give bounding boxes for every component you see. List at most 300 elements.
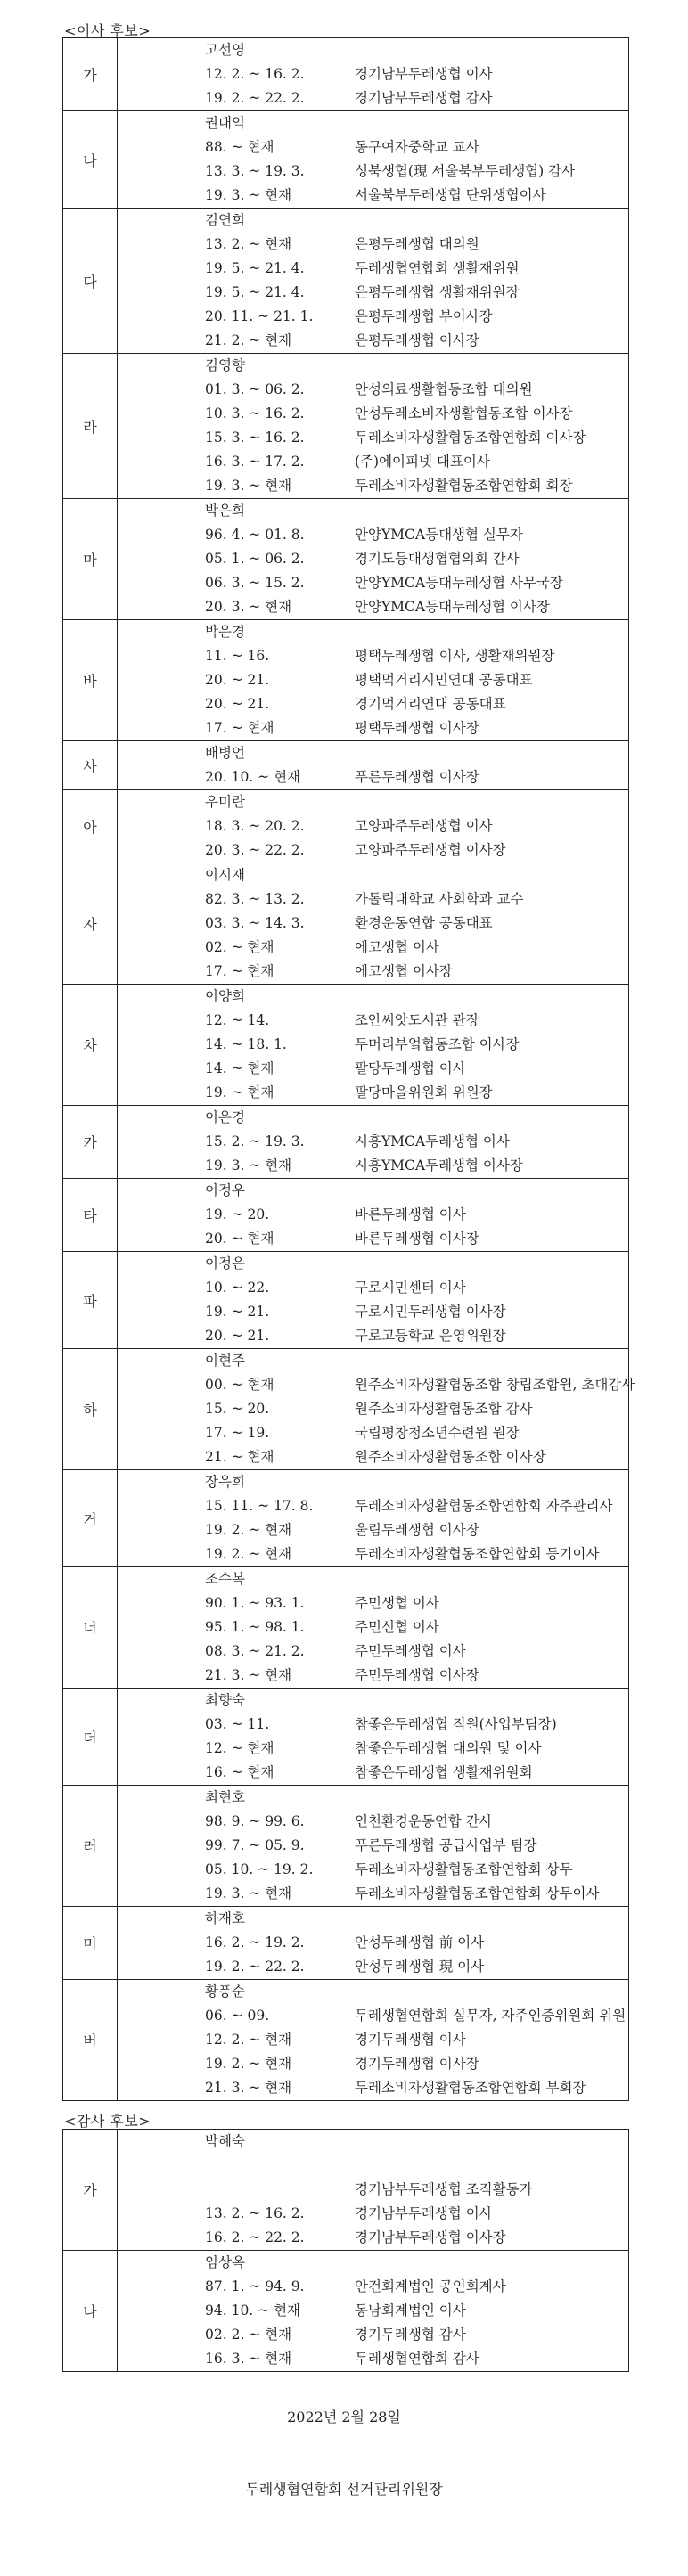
career-item: [118, 1057, 628, 1081]
career-period: 19. 3. ~ 현재: [205, 1885, 292, 1901]
career-item: [118, 474, 628, 498]
career-period: 19. ~ 현재: [205, 1084, 274, 1100]
career-item: [118, 668, 628, 692]
career-item: [118, 1518, 628, 1542]
candidate-career: [118, 1980, 629, 2101]
candidate-label: 파: [63, 1252, 118, 1349]
auditor-candidates-table: [62, 2129, 629, 2372]
career-role: 경기남부두레생협 감사: [355, 90, 493, 106]
career-role: 팔당마을위원회 위원장: [355, 1084, 493, 1100]
candidate-name: 우미란: [205, 794, 245, 810]
candidate-career: [118, 2130, 629, 2251]
candidate-career: [118, 985, 629, 1106]
career-period: 16. ~ 현재: [205, 1764, 274, 1780]
career-item: [118, 1834, 628, 1858]
career-period: 16. 3. ~ 현재: [205, 2351, 292, 2367]
candidate-label: 거: [63, 1470, 118, 1567]
career-item: [118, 644, 628, 668]
career-period: 19. 5. ~ 21. 4.: [205, 284, 305, 300]
candidate-name: 이정우: [205, 1182, 245, 1198]
career-item: [118, 2076, 628, 2100]
career-item: [118, 184, 628, 208]
career-item: [118, 1276, 628, 1300]
candidate-name: 고선영: [205, 42, 245, 58]
career-role: 원주소비자생활협동조합 감사: [355, 1401, 533, 1417]
candidate-name: 박혜숙: [205, 2133, 245, 2149]
candidate-name: 권대익: [205, 115, 245, 131]
career-role: 동남회계법인 이사: [355, 2302, 466, 2318]
career-period: 20. 3. ~ 현재: [205, 599, 292, 615]
career-item: [118, 1154, 628, 1178]
candidate-career: [118, 209, 629, 354]
candidate-career: [118, 1106, 629, 1179]
career-item: [118, 1130, 628, 1154]
career-role: 두머리부엌협동조합 이사장: [355, 1036, 520, 1052]
career-period: 14. ~ 18. 1.: [205, 1036, 287, 1052]
candidate-label: 마: [63, 499, 118, 620]
candidate-label: 러: [63, 1786, 118, 1907]
career-item: [118, 1761, 628, 1785]
candidate-name: 이정은: [205, 1255, 245, 1272]
candidate-career: [118, 741, 629, 790]
career-item: [118, 257, 628, 281]
director-section-title: <이사 후보>: [64, 22, 152, 39]
career-item: [118, 1227, 628, 1251]
candidate-label: 다: [63, 209, 118, 354]
candidate-label: 나: [63, 2251, 118, 2372]
career-period: 02. ~ 현재: [205, 939, 274, 955]
career-period: 19. 3. ~ 현재: [205, 478, 292, 494]
career-item: [118, 2202, 628, 2226]
candidate-row: [63, 1907, 629, 1980]
candidate-row: [63, 790, 629, 863]
career-role: 경기남부두레생협 조직활동가: [355, 2181, 533, 2197]
career-period: 10. ~ 22.: [205, 1280, 270, 1296]
career-period: [118, 2178, 355, 2202]
candidate-row: [63, 1980, 629, 2101]
career-item: [118, 281, 628, 305]
career-item: [118, 1421, 628, 1445]
career-item: [118, 814, 628, 838]
career-role: 주민생협 이사: [355, 1595, 439, 1611]
career-item: [118, 2226, 628, 2250]
career-role: 경기남부두레생협 이사: [355, 66, 493, 82]
career-role: 안성두레생협 現 이사: [355, 1959, 485, 1975]
career-item: [118, 1615, 628, 1640]
career-item: [118, 1033, 628, 1057]
career-role: 국립평창청소년수련원 원장: [355, 1425, 520, 1441]
career-role: 고양파주두레생협 이사장: [355, 842, 506, 858]
career-item: [118, 571, 628, 595]
career-period: 87. 1. ~ 94. 9.: [205, 2278, 305, 2294]
candidate-label: 차: [63, 985, 118, 1106]
career-role: 바른두레생협 이사: [355, 1206, 466, 1223]
career-period: 14. ~ 현재: [205, 1060, 274, 1076]
career-period: 21. 3. ~ 현재: [205, 1667, 292, 1683]
career-role: 푸른두레생협 공급사업부 팀장: [355, 1837, 537, 1853]
career-role: 가톨릭대학교 사회학과 교수: [355, 891, 524, 907]
career-period: 12. ~ 현재: [205, 1740, 274, 1756]
career-role: 두레소비자생활협동조합연합회 상무이사: [355, 1885, 600, 1901]
career-period: 96. 4. ~ 01. 8.: [205, 527, 305, 543]
career-role: 두레소비자생활협동조합연합회 등기이사: [355, 1546, 600, 1562]
career-item: [118, 595, 628, 619]
candidate-row: [63, 1567, 629, 1689]
career-period: 20. ~ 21.: [205, 1328, 270, 1344]
candidate-career: [118, 1786, 629, 1907]
career-period: 15. 3. ~ 16. 2.: [205, 429, 305, 446]
career-item: [118, 305, 628, 329]
career-role: 평택두레생협 이사, 생활재위원장: [355, 648, 555, 664]
candidate-row: [63, 1179, 629, 1252]
career-period: 95. 1. ~ 98. 1.: [205, 1619, 305, 1635]
career-item: [118, 1858, 628, 1882]
career-role: 원주소비자생활협동조합 창립조합원, 초대감사: [355, 1377, 635, 1393]
candidate-name: 최향숙: [205, 1692, 245, 1708]
candidate-name: 이현주: [205, 1353, 245, 1369]
candidate-row: [63, 1106, 629, 1179]
career-item: [118, 86, 628, 110]
career-item: [118, 2028, 628, 2052]
career-role: 울림두레생협 이사장: [355, 1522, 479, 1538]
candidate-name: 임상옥: [205, 2254, 245, 2270]
footer-date: 2022년 2월 28일: [287, 2408, 401, 2425]
candidate-row: [63, 1349, 629, 1470]
candidate-row: [63, 1689, 629, 1786]
candidate-label: 나: [63, 111, 118, 209]
career-period: 06. 3. ~ 15. 2.: [205, 575, 305, 591]
career-role: 경기남부두레생협 이사: [355, 2205, 493, 2221]
career-role: 시흥YMCA두레생협 이사장: [355, 1157, 523, 1174]
candidate-label: 머: [63, 1907, 118, 1980]
career-item: [118, 912, 628, 936]
career-role: 안건회계법인 공인회계사: [355, 2278, 506, 2294]
career-role: 팔당두레생협 이사: [355, 1060, 466, 1076]
career-period: 21. 2. ~ 현재: [205, 332, 292, 348]
career-role: 참좋은두레생협 직원(사업부팀장): [355, 1716, 557, 1732]
career-role: 주민두레생협 이사장: [355, 1667, 479, 1683]
candidate-career: [118, 111, 629, 209]
career-role: 바른두레생협 이사장: [355, 1231, 479, 1247]
career-item: [118, 1591, 628, 1615]
candidate-label: 너: [63, 1567, 118, 1689]
career-period: 15. ~ 20.: [205, 1401, 270, 1417]
career-item: [118, 426, 628, 450]
career-item: [118, 378, 628, 402]
career-period: 19. 3. ~ 현재: [205, 1157, 292, 1174]
career-item: [118, 2275, 628, 2299]
career-role: 경기남부두레생협 이사장: [355, 2229, 506, 2245]
career-period: 12. 2. ~ 현재: [205, 2032, 292, 2048]
candidate-row: [63, 38, 629, 111]
candidate-label: 더: [63, 1689, 118, 1786]
career-period: 98. 9. ~ 99. 6.: [205, 1813, 305, 1829]
career-role: 은평두레생협 생활재위원장: [355, 284, 520, 300]
career-period: 20. ~ 21.: [205, 696, 270, 712]
career-period: 19. 2. ~ 현재: [205, 1522, 292, 1538]
career-period: 20. 11. ~ 21. 1.: [205, 308, 314, 324]
career-period: 19. 2. ~ 현재: [205, 2056, 292, 2072]
career-period: 06. ~ 09.: [205, 2008, 270, 2024]
career-role: 인천환경운동연합 간사: [355, 1813, 493, 1829]
career-role: 고양파주두레생협 이사: [355, 818, 493, 834]
candidate-row: [63, 985, 629, 1106]
candidate-career: [118, 1252, 629, 1349]
career-role: 두레소비자생활협동조합연합회 부회장: [355, 2080, 586, 2096]
career-role: 경기두레생협 이사: [355, 2032, 466, 2048]
career-item: [118, 1931, 628, 1955]
candidate-name: 김연희: [205, 212, 245, 228]
career-role: 시흥YMCA두레생협 이사: [355, 1133, 510, 1149]
candidate-label: 자: [63, 863, 118, 985]
career-period: 02. 2. ~ 현재: [205, 2327, 292, 2343]
career-item: [118, 838, 628, 863]
career-item: [118, 547, 628, 571]
candidate-name: 김영향: [205, 357, 245, 373]
candidate-row: [63, 863, 629, 985]
career-item: [118, 887, 628, 912]
candidate-label: 가: [63, 38, 118, 111]
career-item: [118, 1373, 635, 1397]
career-role: 두레소비자생활협동조합연합회 자주관리사: [355, 1498, 613, 1514]
career-role: 에코생협 이사: [355, 939, 439, 955]
career-period: 00. ~ 현재: [205, 1377, 274, 1393]
candidate-row: [63, 741, 629, 790]
candidate-row: [63, 2130, 629, 2251]
career-role: 경기도등대생협협의회 간사: [355, 551, 520, 567]
career-period: 13. 2. ~ 16. 2.: [205, 2205, 305, 2221]
career-role: 경기먹거리연대 공동대표: [355, 696, 506, 712]
career-period: 19. ~ 21.: [205, 1304, 270, 1320]
candidate-name: 장옥희: [205, 1474, 245, 1490]
career-role: 구로시민센터 이사: [355, 1280, 466, 1296]
career-item: [118, 1882, 628, 1906]
career-role: 두레소비자생활협동조합연합회 이사장: [355, 429, 586, 446]
career-item: [118, 1810, 628, 1834]
career-period: 19. 3. ~ 현재: [205, 187, 292, 203]
career-item: [118, 62, 628, 86]
candidate-career: [118, 1907, 629, 1980]
career-period: 11. ~ 16.: [205, 648, 270, 664]
career-role: 은평두레생협 대의원: [355, 236, 479, 252]
career-item: [118, 716, 628, 740]
career-item: [118, 1640, 628, 1664]
candidate-name: 박은경: [205, 624, 245, 640]
career-role: 안성두레생협 前 이사: [355, 1934, 485, 1950]
career-role: 안양YMCA등대두레생협 사무국장: [355, 575, 563, 591]
career-role: 구로고등학교 운영위원장: [355, 1328, 506, 1344]
career-item: [118, 1009, 628, 1033]
career-period: 94. 10. ~ 현재: [205, 2302, 301, 2318]
candidate-name: 이은경: [205, 1109, 245, 1125]
candidate-career: [118, 2251, 629, 2372]
career-item: [118, 765, 628, 789]
career-period: 88. ~ 현재: [205, 139, 274, 155]
career-item: [118, 233, 628, 257]
career-item: [118, 2299, 628, 2323]
career-item: [118, 1445, 628, 1469]
career-period: 03. ~ 11.: [205, 1716, 270, 1732]
career-item: [118, 1542, 628, 1566]
career-role: 안성의료생활협동조합 대의원: [355, 381, 533, 397]
career-item: [118, 1203, 628, 1227]
candidate-row: [63, 1470, 629, 1567]
career-role: 주민두레생협 이사: [355, 1643, 466, 1659]
candidate-row: [63, 1786, 629, 1907]
career-item: [118, 159, 628, 184]
career-period: 05. 10. ~ 19. 2.: [205, 1861, 314, 1877]
candidate-name: 최현호: [205, 1789, 245, 1805]
candidate-label: 타: [63, 1179, 118, 1252]
career-period: 03. 3. ~ 14. 3.: [205, 915, 305, 931]
career-period: 99. 7. ~ 05. 9.: [205, 1837, 305, 1853]
career-period: 20. 3. ~ 22. 2.: [205, 842, 305, 858]
career-item: [118, 135, 628, 159]
career-period: 10. 3. ~ 16. 2.: [205, 405, 305, 421]
career-role: 은평두레생협 이사장: [355, 332, 479, 348]
career-period: 17. ~ 현재: [205, 720, 274, 736]
career-period: 19. 2. ~ 22. 2.: [205, 90, 305, 106]
career-period: 01. 3. ~ 06. 2.: [205, 381, 305, 397]
candidate-career: [118, 38, 629, 111]
career-item: [118, 936, 628, 960]
career-item: [118, 1955, 628, 1979]
career-period: 16. 2. ~ 22. 2.: [205, 2229, 305, 2245]
auditor-section-title: <감사 후보>: [64, 2113, 152, 2130]
candidate-name: 황풍순: [205, 1983, 245, 1999]
career-item: [118, 402, 628, 426]
candidate-row: [63, 620, 629, 741]
career-period: 20. 10. ~ 현재: [205, 769, 301, 785]
candidate-name: 이양희: [205, 988, 245, 1004]
career-item: [118, 523, 628, 547]
career-period: 13. 3. ~ 19. 3.: [205, 163, 305, 179]
candidate-name: 조수복: [205, 1571, 245, 1587]
career-period: 90. 1. ~ 93. 1.: [205, 1595, 305, 1611]
candidate-name: 하재호: [205, 1910, 245, 1926]
career-item: [118, 2178, 628, 2202]
career-role: 두레소비자생활협동조합연합회 회장: [355, 478, 573, 494]
career-role: 서울북부두레생협 단위생협이사: [355, 187, 546, 203]
candidate-row: [63, 111, 629, 209]
career-item: [118, 1737, 628, 1761]
career-period: 05. 1. ~ 06. 2.: [205, 551, 305, 567]
career-period: 16. 3. ~ 17. 2.: [205, 454, 305, 470]
career-role: 평택두레생협 이사장: [355, 720, 479, 736]
candidate-label: 아: [63, 790, 118, 863]
candidate-row: [63, 2251, 629, 2372]
career-role: 두레생협연합회 생활재위원: [355, 260, 520, 276]
candidate-career: [118, 1470, 629, 1567]
candidate-career: [118, 354, 629, 499]
career-role: 평택먹거리시민연대 공동대표: [355, 672, 533, 688]
career-item: [118, 1324, 628, 1348]
candidate-career: [118, 1689, 629, 1786]
career-role: 안양YMCA등대두레생협 이사장: [355, 599, 550, 615]
career-item: [118, 1081, 628, 1105]
candidate-row: [63, 1252, 629, 1349]
career-period: 19. 2. ~ 22. 2.: [205, 1959, 305, 1975]
career-role: 원주소비자생활협동조합 이사장: [355, 1449, 546, 1465]
candidate-label: 가: [63, 2130, 118, 2251]
career-item: [118, 692, 628, 716]
career-period: 08. 3. ~ 21. 2.: [205, 1643, 305, 1659]
career-item: [118, 2004, 628, 2028]
candidate-label: 하: [63, 1349, 118, 1470]
candidate-career: [118, 1349, 635, 1470]
career-period: 15. 11. ~ 17. 8.: [205, 1498, 314, 1514]
candidate-career: [118, 499, 629, 620]
career-period: 16. 2. ~ 19. 2.: [205, 1934, 305, 1950]
career-role: 환경운동연합 공동대표: [355, 915, 493, 931]
candidate-career: [118, 1179, 629, 1252]
career-period: 19. ~ 20.: [205, 1206, 270, 1223]
career-item: [118, 960, 628, 984]
career-role: 성북생협(現 서울북부두레생협) 감사: [355, 163, 576, 179]
career-period: 20. ~ 현재: [205, 1231, 274, 1247]
candidate-name: 이시재: [205, 867, 245, 883]
candidate-career: [118, 1567, 629, 1689]
career-item: [118, 1494, 628, 1518]
candidate-career: [118, 790, 629, 863]
career-role: 참좋은두레생협 생활재위원회: [355, 1764, 533, 1780]
blank-line: [118, 2154, 628, 2178]
career-period: 18. 3. ~ 20. 2.: [205, 818, 305, 834]
career-role: 조안씨앗도서관 관장: [355, 1012, 479, 1028]
career-role: (주)에이피넷 대표이사: [355, 454, 490, 470]
candidate-name: 배병언: [205, 745, 245, 761]
career-role: 푸른두레생협 이사장: [355, 769, 479, 785]
candidate-label: 버: [63, 1980, 118, 2101]
career-item: [118, 2347, 628, 2371]
candidate-label: 사: [63, 741, 118, 790]
candidate-row: [63, 354, 629, 499]
candidate-career: [118, 620, 629, 741]
director-candidates-table: [62, 37, 635, 2101]
career-period: 17. ~ 19.: [205, 1425, 270, 1441]
career-item: [118, 2052, 628, 2076]
career-role: 주민신협 이사: [355, 1619, 439, 1635]
career-role: 참좋은두레생협 대의원 및 이사: [355, 1740, 542, 1756]
career-period: 19. 5. ~ 21. 4.: [205, 260, 305, 276]
candidate-label: 라: [63, 354, 118, 499]
candidate-name: 박은희: [205, 503, 245, 519]
candidate-row: [63, 209, 629, 354]
career-period: 12. ~ 14.: [205, 1012, 270, 1028]
career-period: 17. ~ 현재: [205, 963, 274, 979]
career-item: [118, 2323, 628, 2347]
career-role: 두레생협연합회 실무자, 자주인증위원회 위원: [355, 2008, 627, 2024]
career-role: 경기두레생협 감사: [355, 2327, 466, 2343]
career-item: [118, 1397, 628, 1421]
career-item: [118, 1664, 628, 1688]
career-period: 21. 3. ~ 현재: [205, 2080, 292, 2096]
career-role: 안양YMCA등대생협 실무자: [355, 527, 523, 543]
candidate-label: 바: [63, 620, 118, 741]
career-period: 21. ~ 현재: [205, 1449, 274, 1465]
career-period: 19. 2. ~ 현재: [205, 1546, 292, 1562]
career-item: [118, 329, 628, 353]
career-period: 20. ~ 21.: [205, 672, 270, 688]
career-role: 동구여자중학교 교사: [355, 139, 479, 155]
career-period: 82. 3. ~ 13. 2.: [205, 891, 305, 907]
career-item: [118, 1300, 628, 1324]
career-item: [118, 1713, 628, 1737]
candidate-row: [63, 499, 629, 620]
career-period: 15. 2. ~ 19. 3.: [205, 1133, 305, 1149]
career-period: 12. 2. ~ 16. 2.: [205, 66, 305, 82]
career-role: 은평두레생협 부이사장: [355, 308, 493, 324]
